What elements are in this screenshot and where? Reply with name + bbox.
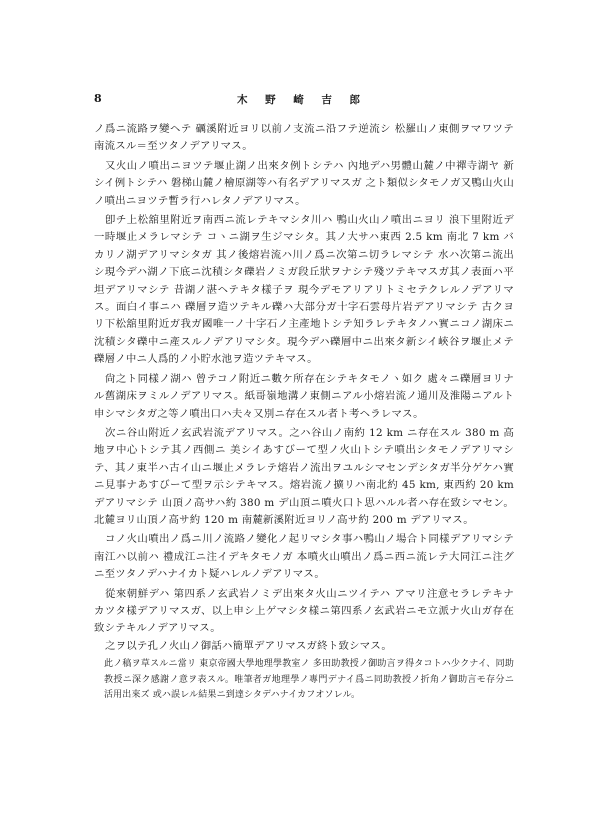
running-head: 木 野 崎 吉 郎 xyxy=(236,94,368,106)
paragraph: 卽チ上松舘里附近ヲ南西ニ流レテキマシタ川ハ 鴨山火山ノ噴出ニヨリ 浪下里附近デ一時堰止メラレマシテ コヽニ湖ヲ生ジマシタ。其ノ大サハ東西 2.5 km 南北 7 km バカリノ湖デアリマシタガ 其ノ後熔岩流ハ川ノ爲ニ次第ニ切ラレマシテ 水ハ次第ニ流出シ現今デハ湖ノ下底ニ沈積シタ礫岩ノミガ段丘狀ヲナシテ殘ツテキマスガ其ノ表面ハ平坦デアリマシテ 昔湖ノ湛ヘテキタ樣子ヲ 現今デモアリアリトミセテクレルノデアリマス。面白イ事ニハ 礫層ヲ造ツテキル礫ハ大部分ガ十字石雲母片岩デアリマシテ 古クヨリ下松舘里附近ガ我ガ國唯一ノ十字石ノ主產地トシテ知ラレテキタノハ實ニコノ湖床ニ沈積シタ礫中ニ產スルノデアリマシタ。現今デハ礫層中ニ出來タ新シイ峽谷ヲ堰止メテ礫層ノ中ニ人爲的ノ小貯水池ヲ造ツテキマス。 xyxy=(94,214,514,366)
paragraph: 次ニ谷山附近ノ玄武岩流デアリマス。之ハ谷山ノ南約 12 km ニ存在スル 380 m 高地ヲ中心トシテ其ノ西側ニ 美シイあすびーて型ノ火山トシテ噴出シタモノデアリマシテ、其ノ東半ハ古イ山ニ堰止メラレテ熔岩ノ流出ヲユルシマセンデシタガ半分ゲケハ實ニ見事ナあすびーて型ヲ示シテキマス。熔岩流ノ擴リハ南北約 45 km, 東西約 20 km デアリマシテ 山頂ノ高サハ約 380 m デ山頂ニ噴火口ト思ハルル者ハ存在致シマセン。北麓ヨリ山頂ノ高サ約 120 m 南麓新溪附近ヨリノ高サ約 200 m デアリマス。 xyxy=(94,426,514,526)
page-number: 8 xyxy=(94,92,102,105)
paragraph: 尙之ト同樣ノ湖ハ 曾テコノ附近ニ數ケ所存在シテキタモノヽ如ク 處々ニ礫層ヨリナル舊湖床ヲミルノデアリマス。紙哥嶺地溝ノ東側ニアル小熔岩流ノ通川及淮陽ニアルト申シマシタガ之等ノ噴出口ハ夫々又別ニ存在スル者ト考ヘラレマス。 xyxy=(94,372,514,420)
paragraph: コノ火山噴出ノ爲ニ川ノ流路ノ變化ノ起リマシタ事ハ鴨山ノ場合ト同樣デアリマシテ南江ハ以前ハ 禮成江ニ注イデキタモノガ 本噴火山噴出ノ爲ニ西ニ流レテ大同江ニ注グニ至ツタノデハナイカト疑ハレルノデアリマス。 xyxy=(94,533,514,581)
paragraph: 之ヲ以テ孔ノ火山ノ御話ハ簡單デアリマスガ終ト致シマス。 xyxy=(105,639,392,652)
paragraph: 又火山ノ噴出ニヨツテ堰止湖ノ出來タ例トシテハ 內地デハ男體山麓ノ中禪寺湖ヤ 新シイ例トシテハ 磐梯山麓ノ檜原湖等ハ有名デアリマスガ 之ト類似シタモノガ又鴨山火山ノ噴出ニヨツテ暫ラ行ハレタノデアリマス。 xyxy=(94,159,514,207)
paragraph: 從來朝鮮デハ 第四系ノ玄武岩ノミデ出來タ火山ニツイテハ アマリ注意セラレテキナカツタ樣デアリマスガ、以上申シ上ゲマシタ樣ニ第四系ノ玄武岩ニモ立派ナ火山ガ存在致シテキルノデアリマス。 xyxy=(94,587,514,635)
paragraph: ノ爲ニ流路ヲ變ヘテ 礪溪附近ヨリ以前ノ支流ニ沿フテ逆流シ 松羅山ノ東側ヲマワツテ南流スル＝至ツタノデアリマス。 xyxy=(94,123,514,153)
acknowledgement-note: 此ノ稿ヲ草スルニ當リ 東京帝國大學地理學教室ノ 多田助教授ノ御助言ヲ得タコトハ少クナイ、同助教授ニ深ク感謝ノ意ヲ表スル。唯筆者ガ地理學ノ專門デナイ爲ニ同助教授ノ折角ノ御助言モ存分ニ活用出來ズ 或ハ誤レル結果ニ到達シタデハナイカフオソレル。 xyxy=(104,659,514,701)
body-text xyxy=(94,121,514,704)
